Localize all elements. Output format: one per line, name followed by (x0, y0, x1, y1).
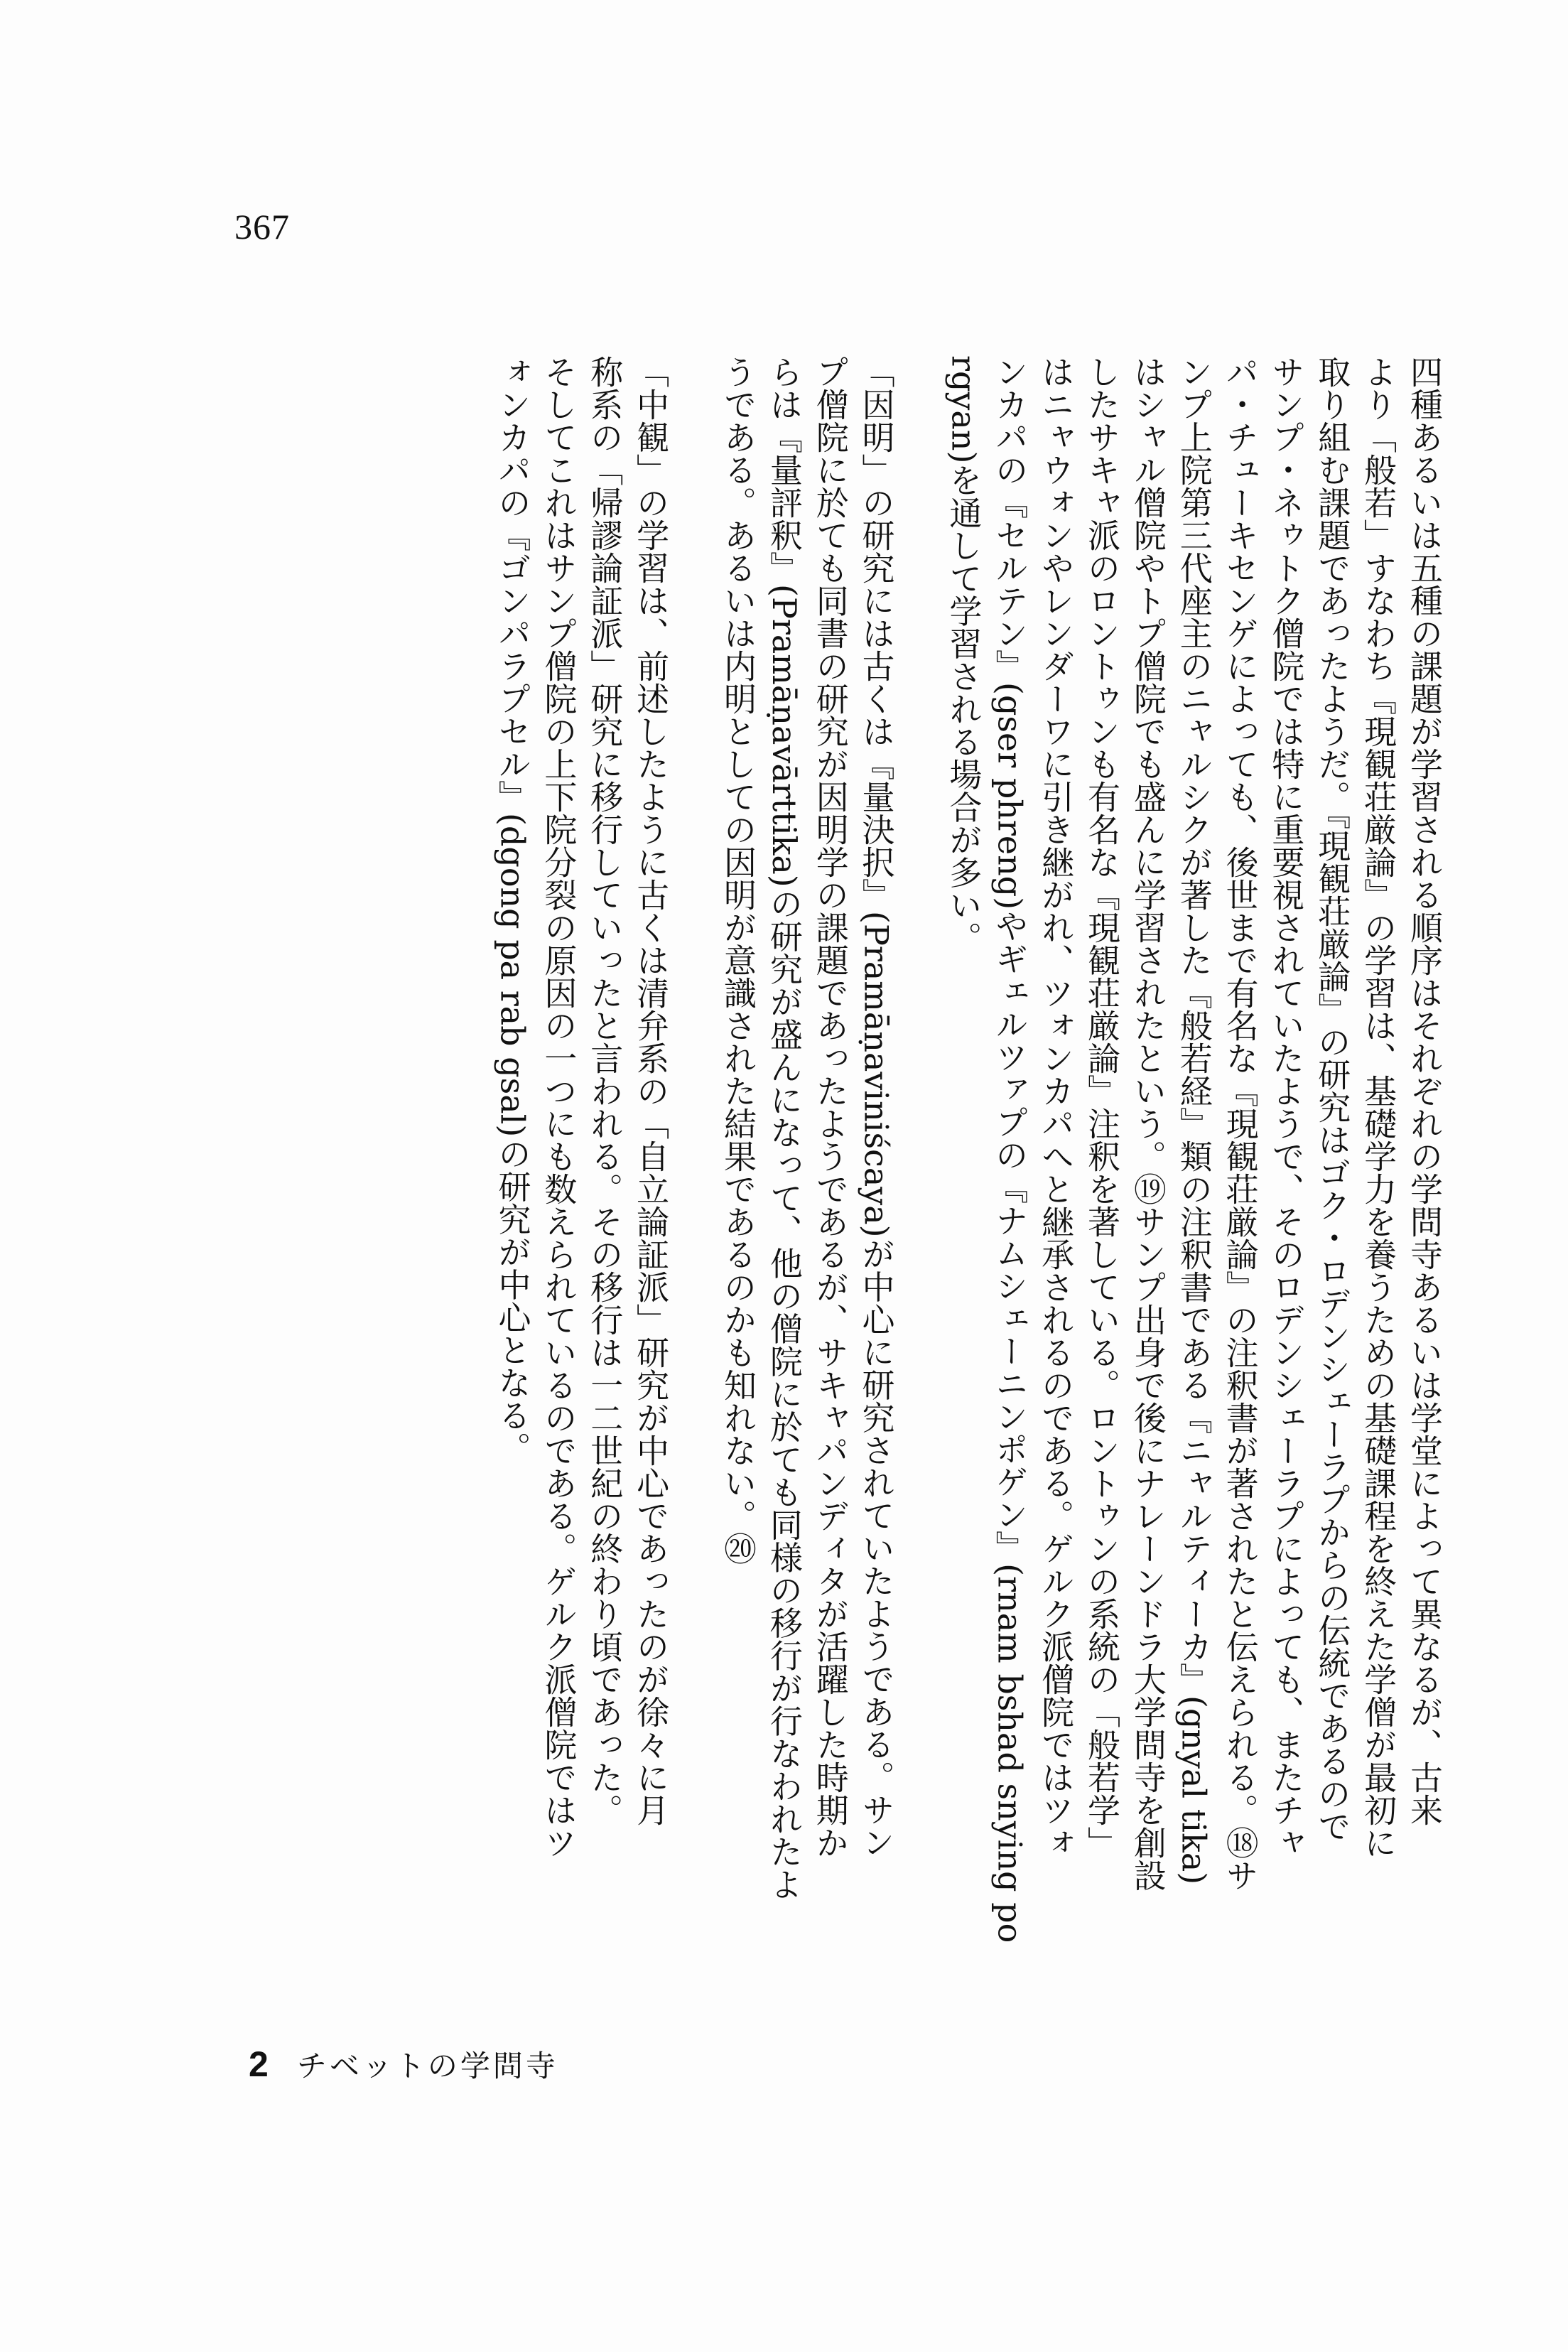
text-line: 四種あるいは五種の課題が学習される順序はそれぞれの学問寺あるいは学堂によって異なるが、古来 (1405, 355, 1444, 1826)
text-line: そしてこれはサンプ僧院の上下院分裂の原因の一つにも数えられているのである。ゲルク派僧院ではツ (539, 355, 578, 1859)
text-line: ンプ上院第三代座主のニャルシクが著した『般若経』類の注釈書である『ニャルティーカ』(gnyal tika) (1174, 355, 1213, 1885)
body-text (97, 355, 1447, 1983)
text-line: rgyan)を通して学習される場合が多い。 (944, 355, 983, 954)
text-line: より「般若」すなわち『現観荘厳論』の学習は、基礎学力を養うための基礎課程を終えた学僧が最初に (1359, 355, 1398, 1859)
text-line: うである。あるいは内明としての因明が意識された結果であるのかも知れない。⑳ (718, 355, 757, 1565)
text-line: はシャル僧院やトプ僧院でも盛んに学習されたという。⑲サンプ出身で後にナレーンドラ大学問寺を創設 (1128, 355, 1167, 1892)
text-line: らは『量評釈』(Pramāṇavārttika)の研究が盛んになって、他の僧院に於ても同様の移行が行なわれたよ (764, 355, 804, 1901)
text-line: はニャウォンやレンダーワに引き継がれ、ツォンカパへと継承されるのである。ゲルク派僧院ではツォ (1037, 355, 1076, 1859)
text-line: ォンカパの『ゴンパラプセル』(dgong pa rab gsal)の研究が中心となる。 (493, 355, 532, 1464)
chapter-title: チベットの学問寺 (296, 2049, 558, 2083)
text-line: パ・チューキセンゲによっても、後世まで有名な『現観荘厳論』の注釈書が著されたと伝えられる。⑱サ (1221, 355, 1260, 1892)
chapter-number: 2 (249, 2044, 269, 2084)
text-line: 称系の「帰謬論証派」研究に移行していったと言われる。その移行は一二世紀の終わり頃であった。 (585, 355, 625, 1826)
paragraph-start-line: 「因明」の研究には古くは『量決択』(Pramāṇaviniścaya)が中心に研究されていたようである。サン (857, 355, 896, 1859)
running-footer (249, 2043, 558, 2086)
text-line: プ僧院に於ても同書の研究が因明学の課題であったようであるが、サキャパンディタが活躍した時期か (811, 355, 850, 1859)
page-number: 367 (234, 207, 290, 247)
text-line: サンプ・ネゥトク僧院では特に重要視されていたようで、そのロデンシェーラプによっても、またチャ (1267, 355, 1306, 1859)
text-line: 取り組む課題であったようだ。『現観荘厳論』の研究はゴク・ロデンシェーラプからの伝統であるので (1313, 355, 1352, 1843)
text-line: したサキャ派のロントゥンも有名な『現観荘厳論』注釈を著している。ロントゥンの系統の「般若学」 (1082, 355, 1121, 1859)
paragraph-start-line: 「中観」の学習は、前述したように古くは清弁系の「自立論証派」研究が中心であったのが徐々に月 (632, 355, 671, 1826)
text-line: ンカパの『セルテン』(gser phreng)やギェルツァプの『ナムシェーニンポゲン』(rnam bshad snying po (990, 355, 1029, 1943)
